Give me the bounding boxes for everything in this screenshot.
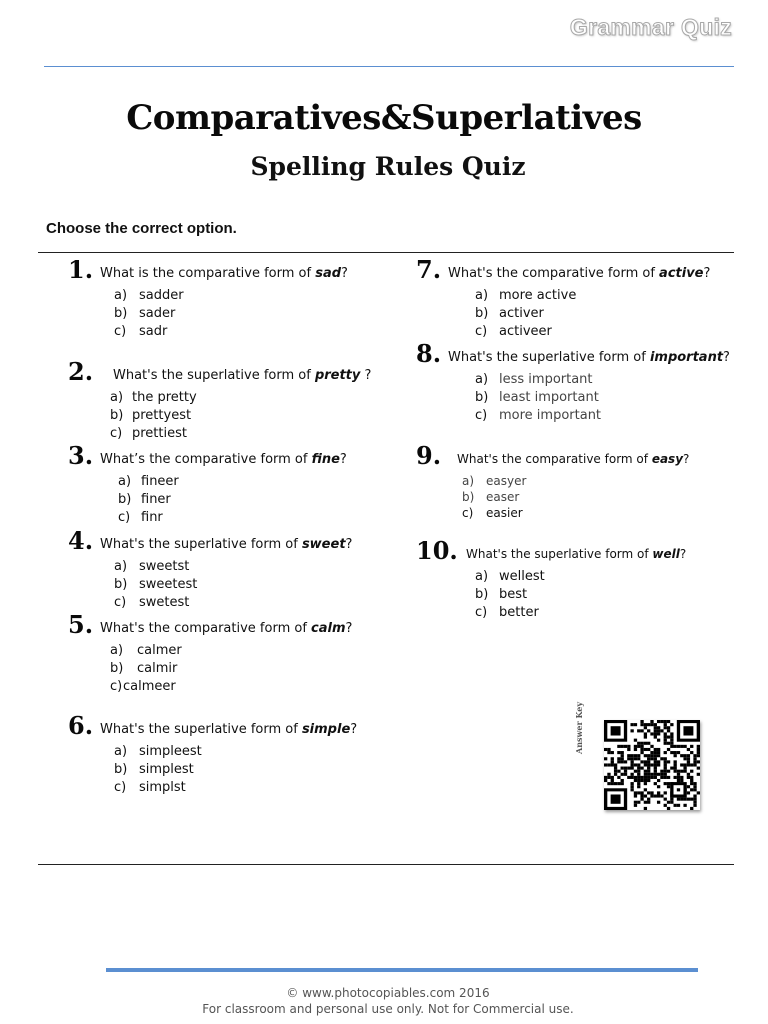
question-number: 4. — [68, 526, 94, 555]
target-word: easy — [651, 452, 684, 466]
question-number: 10. — [416, 536, 458, 565]
answer-key-label: Answer Key — [574, 701, 584, 754]
question-text: What's the comparative form of active? — [448, 266, 711, 281]
question-4: 4. What's the superlative form of sweet? a) sweetst b) sweetest c) swetest — [68, 526, 353, 610]
question-text: What is the comparative form of sad? — [100, 266, 348, 281]
target-word: calm — [311, 621, 346, 636]
question-number: 1. — [68, 255, 94, 284]
question-2: 2. What's the superlative form of pretty ? a) the pretty b) prettyest c) prettiest — [68, 357, 372, 441]
question-text: What's the superlative form of pretty ? — [113, 368, 372, 383]
usage-notice: For classroom and personal use only. Not for Commercial use. — [202, 1002, 574, 1016]
question-number: 5. — [68, 610, 94, 639]
question-text: What's the superlative form of sweet? — [100, 537, 353, 552]
target-word: fine — [311, 452, 340, 467]
question-text: What's the superlative form of well? — [466, 547, 687, 561]
page-subtitle: Spelling Rules Quiz — [250, 152, 526, 181]
question-9: 9. What's the comparative form of easy? a) easyer b) easer c) easier — [416, 441, 690, 520]
question-text: What's the comparative form of easy? — [457, 452, 690, 466]
content-top-divider — [38, 252, 734, 253]
brand-logo: Grammar Quiz — [569, 14, 732, 40]
question-7: 7. What's the comparative form of active? a) more active b) activer c) activeer — [416, 255, 711, 339]
target-word: simple — [301, 722, 351, 737]
question-number: 9. — [416, 441, 442, 470]
question-number: 7. — [416, 255, 442, 284]
question-number: 2. — [68, 357, 94, 386]
question-number: 8. — [416, 339, 442, 368]
top-divider — [44, 66, 734, 67]
question-text: What's the superlative form of important? — [448, 350, 730, 365]
question-text: What's the superlative form of simple? — [100, 722, 358, 737]
question-6: 6. What's the superlative form of simple? a) simpleest b) simplest c) simplst — [68, 711, 358, 795]
footer-divider — [106, 968, 698, 972]
instruction-text: Choose the correct option. — [46, 220, 237, 237]
page-title: Comparatives&Superlatives — [126, 98, 642, 138]
copyright-text: © www.photocopiables.com 2016 — [286, 986, 490, 1000]
target-word: important — [649, 350, 724, 365]
question-number: 6. — [68, 711, 94, 740]
target-word: sad — [315, 266, 342, 281]
content-bottom-divider — [38, 864, 734, 865]
question-1: 1. What is the comparative form of sad? a) sadder b) sader c) sadr — [68, 255, 348, 339]
question-8: 8. What's the superlative form of important? a) less important b) least important c) more important — [416, 339, 730, 423]
target-word: active — [659, 266, 704, 281]
qr-code-icon[interactable] — [604, 720, 700, 810]
target-word: well — [652, 547, 680, 561]
target-word: sweet — [301, 537, 346, 552]
question-text: What's the comparative form of calm? — [100, 621, 353, 636]
question-3: 3. What’s the comparative form of fine? a) fineer b) finer c) finr — [68, 441, 347, 525]
question-text: What’s the comparative form of fine? — [100, 452, 347, 467]
question-number: 3. — [68, 441, 94, 470]
question-10: 10. What's the superlative form of well? a) wellest b) best c) better — [416, 536, 687, 620]
question-5: 5. What's the comparative form of calm? a) calmer b) calmir c) calmeer — [68, 610, 353, 694]
target-word: pretty — [314, 368, 361, 383]
